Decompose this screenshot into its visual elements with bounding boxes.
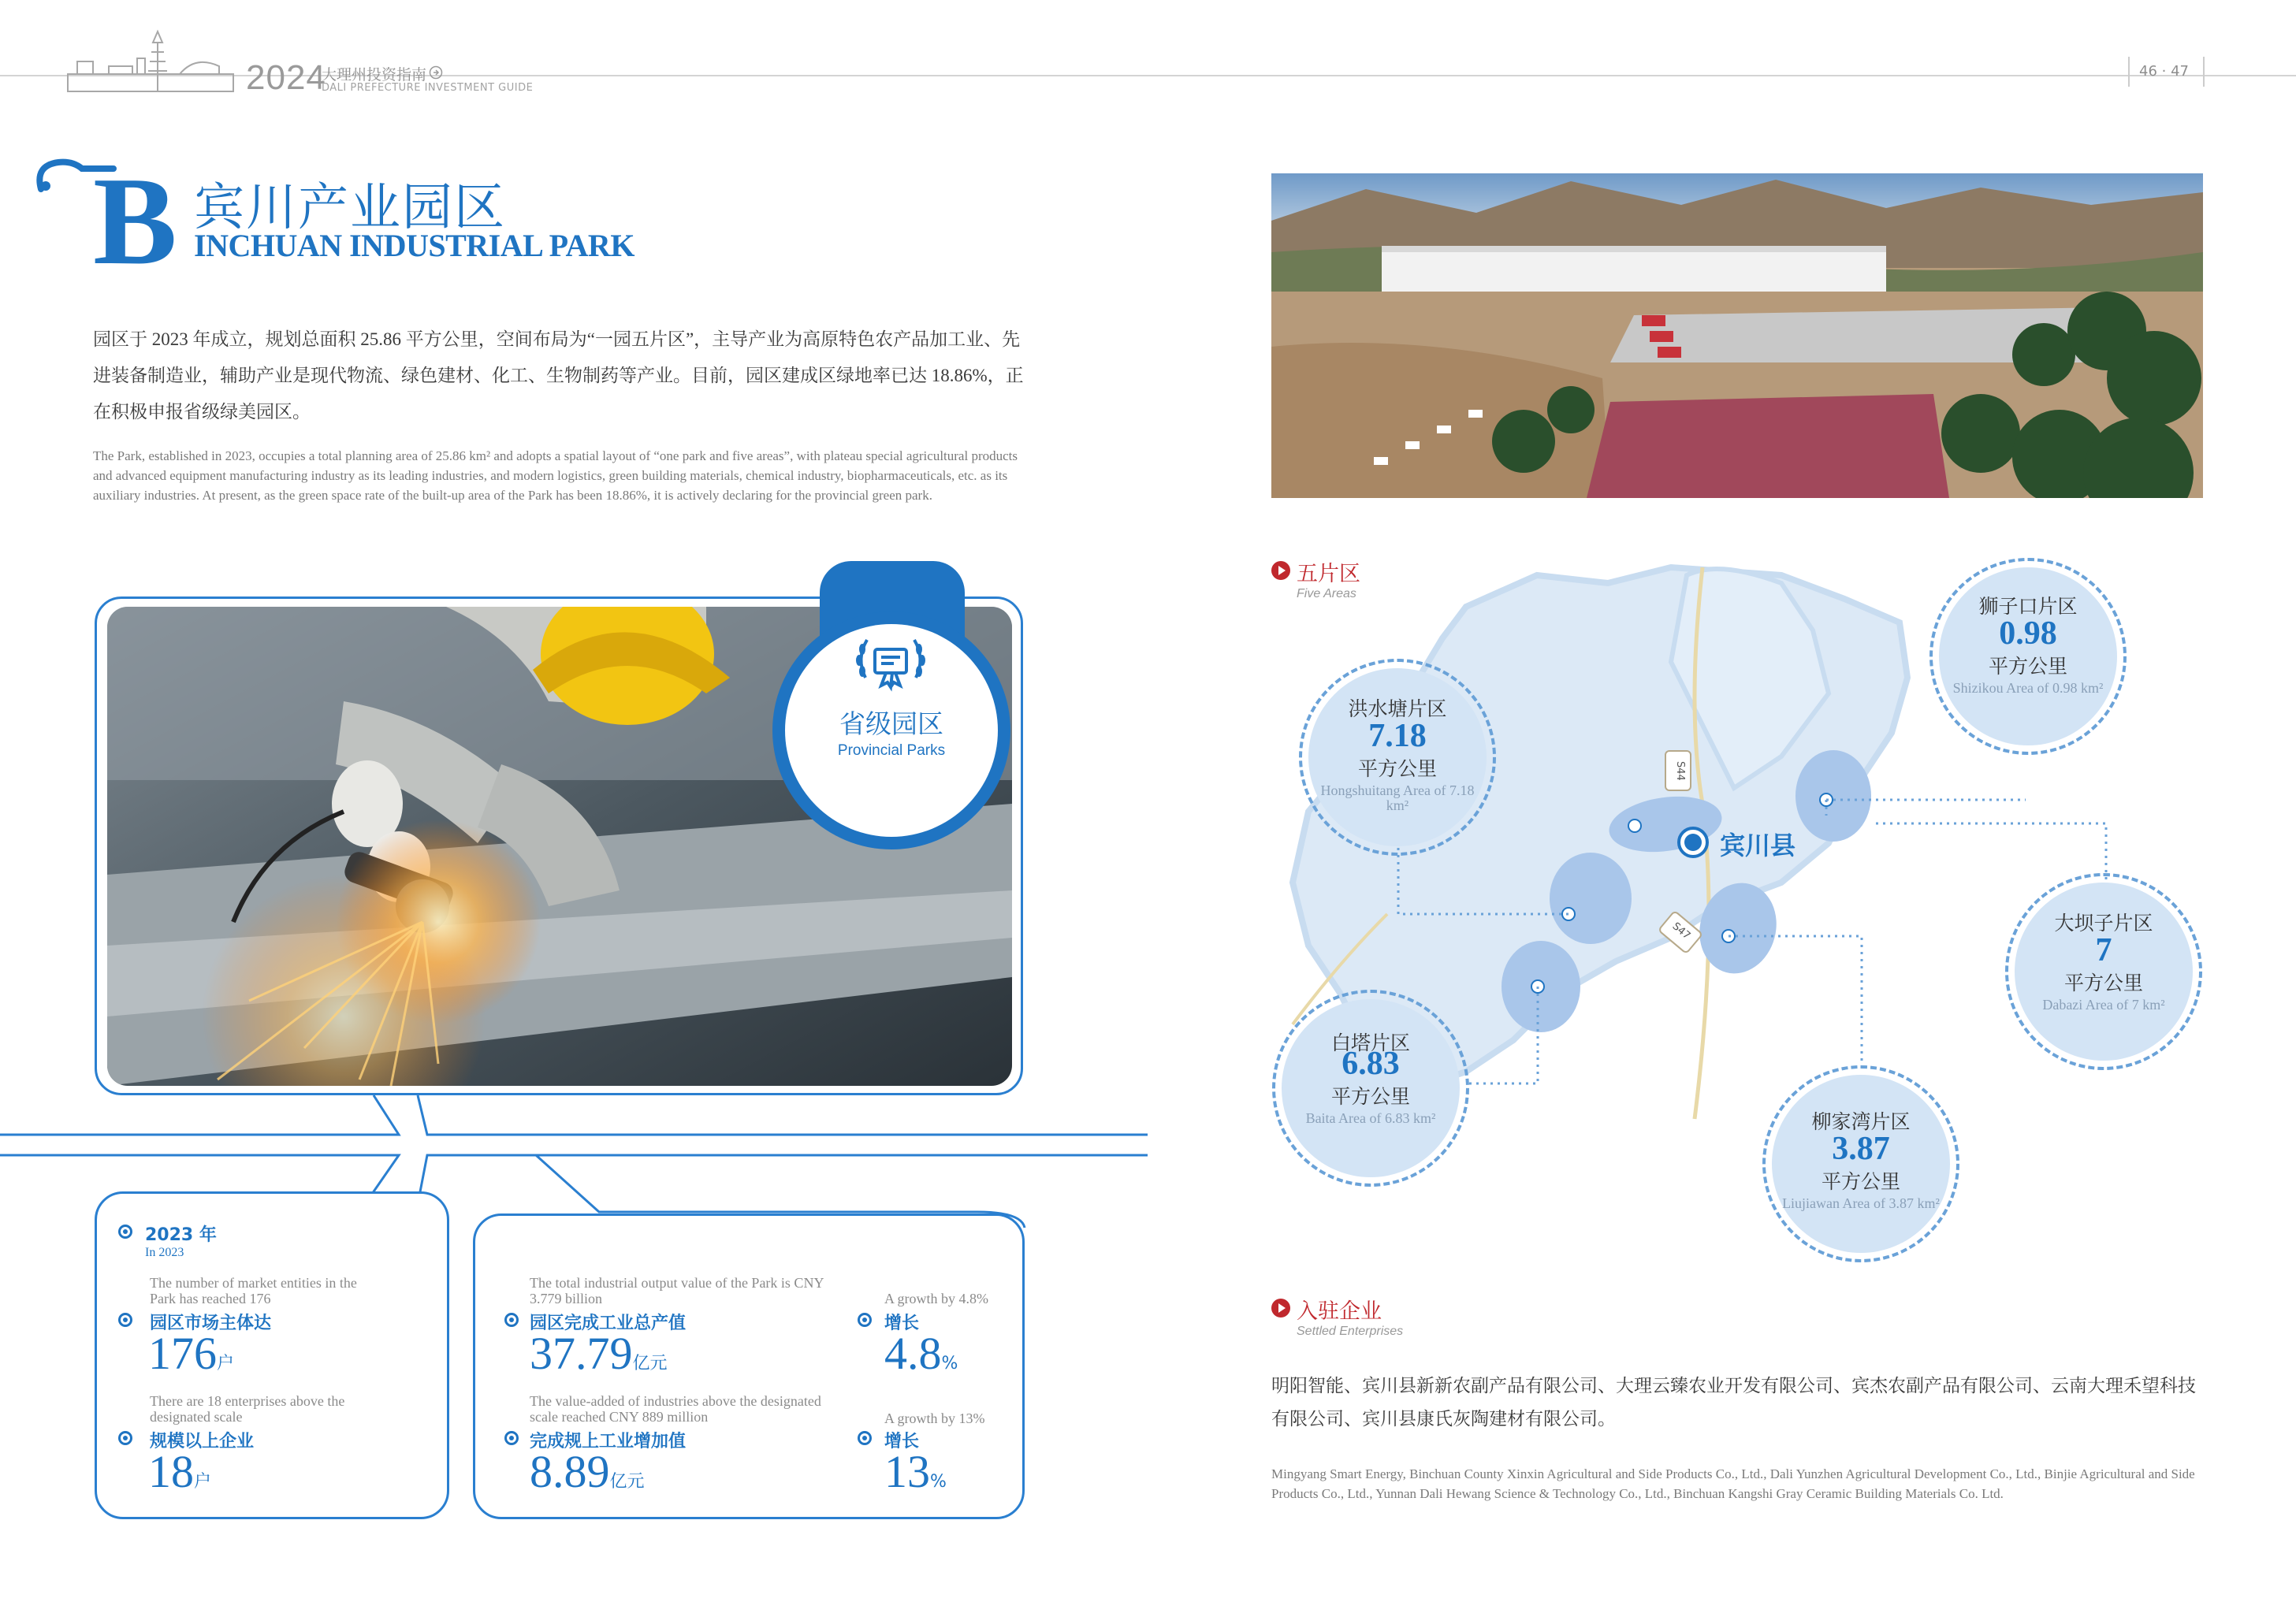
added-value: 8.89亿元: [530, 1446, 645, 1497]
area-value: 6.83: [1342, 1046, 1400, 1082]
output-growth-label: 增长: [884, 1314, 920, 1333]
market-value: 176户: [148, 1328, 235, 1379]
county-label: 宾川县: [1720, 831, 1796, 860]
bullet-ring-icon: [858, 1313, 872, 1327]
area-en: Liujiawan Area of 3.87 km²: [1782, 1195, 1940, 1211]
area-en: Baita Area of 6.83 km²: [1305, 1110, 1436, 1126]
area-unit: 平方公里: [1330, 1085, 1410, 1108]
road-badge-s47: S47: [1658, 910, 1704, 955]
area-name: 狮子口片区: [1978, 595, 2078, 618]
market-en: The number of market entities in the Park has reached 176: [150, 1275, 357, 1306]
page-divider: [2203, 57, 2205, 87]
header-guide-subtitle: DALI PREFECTURE INVESTMENT GUIDE: [322, 82, 534, 94]
enterprises-title: 入驻企业: [1297, 1299, 1382, 1324]
intro-paragraph-cn: 园区于 2023 年成立，规划总面积 25.86 平方公里，空间布局为“一园五片区”，主导产业为高原特色农产品加工业、先进装备制造业，辅助产业是现代物流、绿色建材、化工、生物制药等产业。目前，园区建成区绿地率已达 18.86%，正在积极申报省级绿美园区。: [93, 329, 1024, 422]
enterprises-en: There are 18 enterprises above the designated scale: [150, 1393, 345, 1425]
header-guide-title: 大理州投资指南: [322, 66, 427, 84]
enterprises-subtitle: Settled Enterprises: [1297, 1325, 1404, 1338]
area-en: Shizikou Area of 0.98 km²: [1952, 680, 2104, 696]
page-title: 宾川产业园区: [194, 179, 506, 237]
enterprises-list-en: Mingyang Smart Energy, Binchuan County Xinxin Agricultural and Side Products Co., Ltd., Dali Yunzhen Agricultural Development Co., Ltd., Binjie Agricultural and Side Products Co., Ltd., Yunnan Dali Hewang Science & Technology Co., Ltd., Binchuan Kangshi Gray Ceramic Building Materials Co. Ltd.: [1271, 1466, 2195, 1501]
area-name: 大坝子片区: [2054, 912, 2153, 935]
aerial-photo: [1271, 173, 2203, 498]
area-unit: 平方公里: [2063, 972, 2143, 994]
arrow-circle-icon: [429, 65, 443, 80]
market-label: 园区市场主体达: [150, 1314, 272, 1333]
area-value: 7: [2095, 932, 2112, 968]
area-unit: 平方公里: [1988, 655, 2067, 678]
added-en: The value-added of industries above the designated scale reached CNY 889 million: [530, 1393, 821, 1425]
area-value: 3.87: [1832, 1131, 1890, 1167]
page-divider: [2128, 57, 2130, 87]
title-initial: B: [93, 151, 177, 291]
area-value: 7.18: [1368, 718, 1427, 754]
output-growth-value: 4.8%: [884, 1328, 958, 1379]
intro-paragraph-en: The Park, established in 2023, occupies a total planning area of 25.86 km² and adopts a spatial layout of “one park and five areas”, with plateau special agricultural products and advanced equipment manufacturing industry as its leading industries, and modern logistics, green building materials, chemical industry, biopharmaceuticals, etc. as its auxiliary industries. At present, as the green space rate of the built-up area of the Park has been 18.86%, it is actively declaring for the provincial green park.: [93, 448, 1018, 503]
certificate-laurel-icon: [851, 630, 930, 695]
output-label: 园区完成工业总产值: [530, 1314, 687, 1333]
bullet-ring-icon: [858, 1431, 872, 1445]
area-en: Dabazi Area of 7 km²: [2042, 997, 2165, 1013]
added-growth-en: A growth by 13%: [884, 1410, 985, 1426]
badge-subtitle: Provincial Parks: [837, 742, 946, 759]
area-name: 洪水塘片区: [1348, 697, 1447, 720]
road-badge-s44: S44: [1665, 750, 1691, 791]
area-unit: 平方公里: [1357, 757, 1437, 780]
skyline-logo-icon: [61, 28, 243, 95]
bullet-ring-icon: [504, 1431, 519, 1445]
page-title-en: INCHUAN INDUSTRIAL PARK: [194, 228, 634, 263]
page-numbers: 46 · 47: [2139, 63, 2189, 80]
stats-year: 2023 年: [145, 1225, 217, 1245]
area-name: 柳家湾片区: [1811, 1110, 1911, 1133]
enterprises-value: 18户: [148, 1446, 212, 1497]
badge-title: 省级园区: [839, 708, 943, 739]
output-value: 37.79亿元: [530, 1328, 668, 1379]
output-growth-en: A growth by 4.8%: [884, 1291, 988, 1306]
bullet-ring-icon: [118, 1225, 132, 1239]
bullet-ring-icon: [118, 1431, 132, 1445]
five-areas-title: 五片区: [1297, 562, 1360, 586]
added-label: 完成规上工业增加值: [530, 1432, 687, 1451]
bullet-ring-icon: [118, 1313, 132, 1327]
header-year: 2024: [246, 58, 326, 97]
output-en: The total industrial output value of the Park is CNY 3.779 billion: [530, 1275, 824, 1306]
stats-year-en: In 2023: [145, 1246, 184, 1259]
area-value: 0.98: [1999, 615, 2057, 652]
enterprises-label: 规模以上企业: [150, 1432, 255, 1451]
bullet-ring-icon: [504, 1313, 519, 1327]
added-growth-label: 增长: [884, 1432, 920, 1451]
enterprises-list-cn: 明阳智能、宾川县新新农副产品有限公司、大理云臻农业开发有限公司、宾杰农副产品有限公司、云南大理禾望科技有限公司、宾川县康氏灰陶建材有限公司。: [1271, 1376, 2196, 1429]
area-name: 白塔片区: [1330, 1031, 1410, 1054]
five-areas-subtitle: Five Areas: [1297, 587, 1356, 600]
play-bullet-icon: [1271, 1299, 1290, 1318]
added-growth-value: 13%: [884, 1446, 947, 1497]
area-unit: 平方公里: [1821, 1170, 1900, 1193]
area-en: Hongshuitang Area of 7.18 km²: [1320, 782, 1475, 813]
